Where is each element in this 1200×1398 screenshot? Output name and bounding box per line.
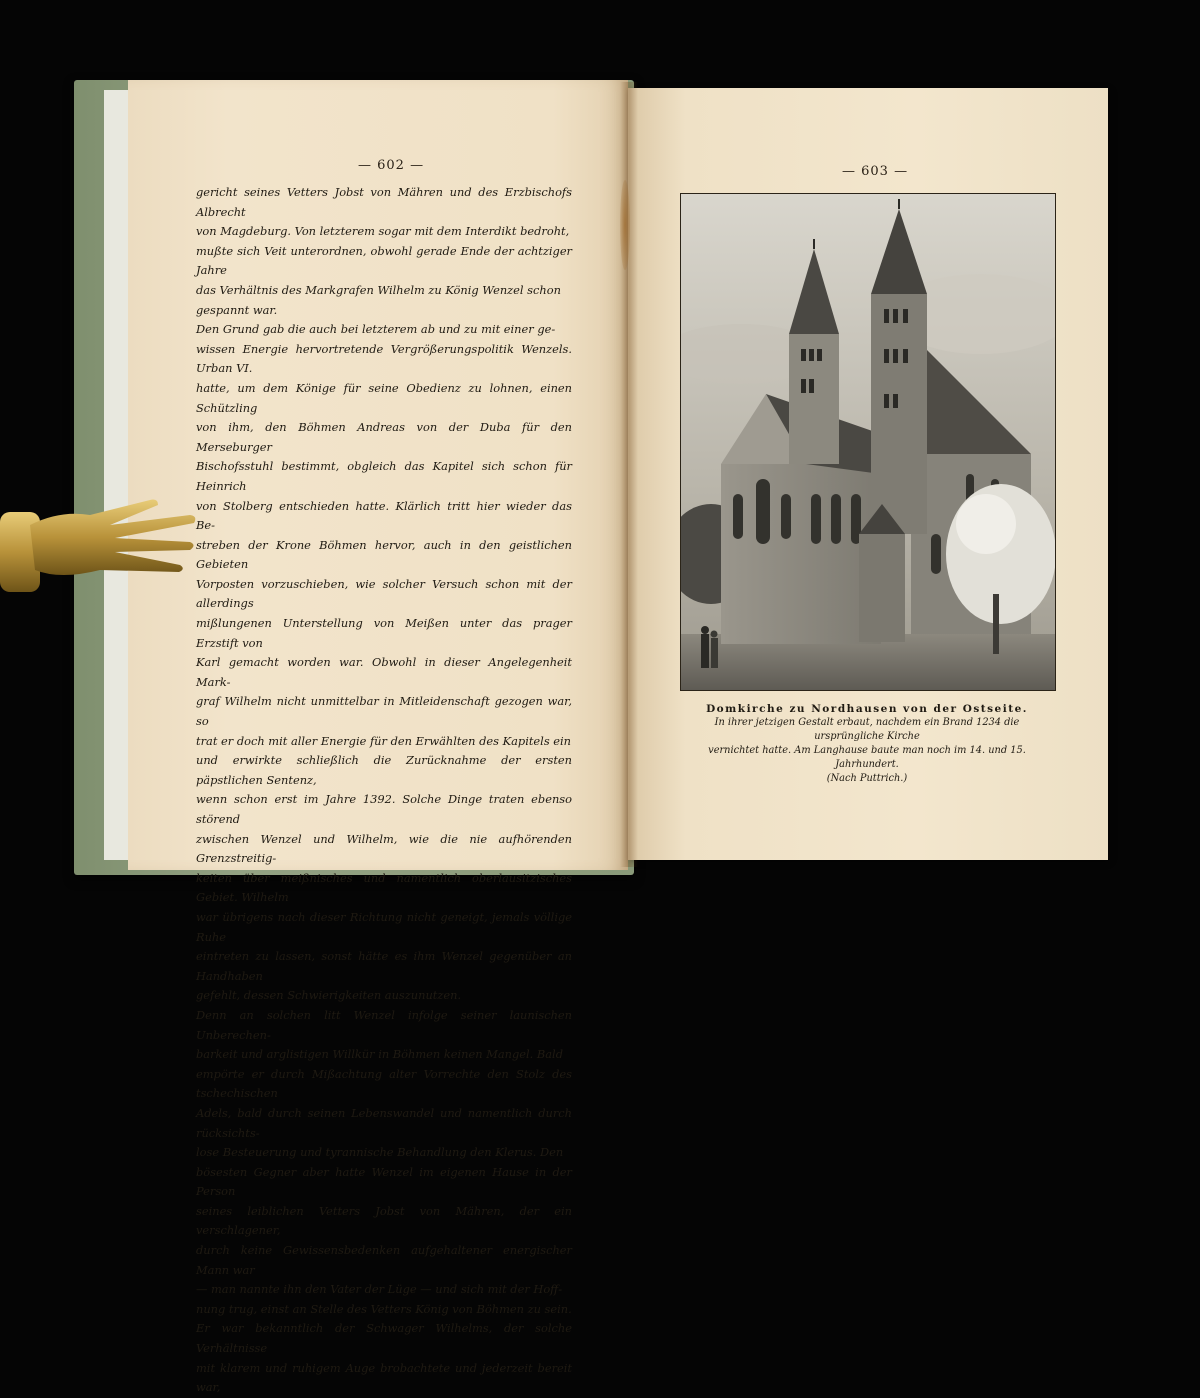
text-line: gericht seines Vetters Jobst von Mähren und des Erzbischofs Albrecht (196, 185, 572, 219)
text-line: das Verhältnis des Markgrafen Wilhelm zu König Wenzel schon (196, 282, 561, 297)
left-page-text (196, 183, 572, 1398)
text-line: seines leiblichen Vetters Jobst von Mähren, der ein verschlagener, (196, 1203, 572, 1238)
text-line: bösesten Gegner aber hatte Wenzel im eigenen Hause in der Person (196, 1164, 572, 1199)
text-line: von Magdeburg. Von letzterem sogar mit dem Interdikt bedroht, (196, 224, 570, 239)
text-line: war übrigens nach dieser Richtung nicht geneigt, jemals völlige Ruhe (196, 909, 572, 944)
text-line: von ihm, den Böhmen Andreas von der Duba für den Merseburger (196, 420, 572, 454)
text-line: lose Besteuerung und tyrannische Behandlung den Klerus. Den (196, 1145, 564, 1160)
text-line: zwischen Wenzel und Wilhelm, wie die nie aufhörenden Grenzstreitig- (196, 831, 572, 866)
text-line: Adels, bald durch seinen Lebenswandel und namentlich durch rücksichts- (196, 1105, 572, 1140)
text-line: wenn schon erst im Jahre 1392. Solche Dinge traten ebenso störend (196, 792, 572, 826)
text-line: durch keine Gewissensbedenken aufgehaltener energischer Mann war (196, 1243, 572, 1277)
text-line: Er war bekanntlich der Schwager Wilhelms, der solche Verhältnisse (196, 1321, 572, 1356)
text-line: mit klarem und ruhigem Auge brobachtete und jederzeit bereit war, (196, 1360, 572, 1395)
text-line: Den Grund gab die auch bei letzterem ab und zu mit einer ge- (196, 322, 556, 337)
text-line: mißlungenen Unterstellung von Meißen unter das prager Erzstift von (196, 616, 572, 650)
right-page-number: — 603 — (842, 164, 909, 179)
text-line: keiten über meißnisches und namentlich oberlausitzisches Gebiet. Wilhelm (196, 870, 572, 905)
text-line: barkeit und arglistigen Willkür in Böhmen keinen Mangel. Bald (196, 1047, 563, 1062)
page-stain (620, 180, 630, 270)
church-illustration (680, 193, 1056, 691)
text-line: streben der Krone Böhmen hervor, auch in den geistlichen Gebieten (196, 537, 572, 572)
text-line: graf Wilhelm nicht unmittelbar in Mitleidenschaft gezogen war, so (196, 694, 572, 729)
text-line: Bischofsstuhl bestimmt, obgleich das Kapitel sich schon für Heinrich (196, 459, 572, 493)
brass-hand-page-holder (0, 470, 200, 600)
caption-title: Domkirche zu Nordhausen von der Ostseite. (706, 703, 1028, 715)
text-line: hatte, um dem Könige für seine Obedienz zu lohnen, einen Schützling (196, 380, 572, 415)
text-line: Denn an solchen litt Wenzel infolge seiner launischen Unberechen- (196, 1007, 572, 1042)
caption-line-1: In ihrer jetzigen Gestalt erbaut, nachdem ein Brand 1234 die ursprüngliche Kirche (714, 717, 1020, 742)
text-line: wissen Energie hervortretende Vergrößerungspolitik Wenzels. Urban VI. (196, 341, 572, 376)
text-line: — man nannte ihn den Vater der Lüge — und sich mit der Hoff- (196, 1282, 563, 1297)
text-line: mußte sich Veit unterordnen, obwohl gerade Ende der achtziger Jahre (196, 243, 572, 278)
text-line: Karl gemacht worden war. Obwohl in dieser Angelegenheit Mark- (196, 655, 572, 689)
text-line: gespannt war. (196, 302, 278, 317)
text-line: eintreten zu lassen, sonst hätte es ihm Wenzel gegenüber an Handhaben (196, 949, 572, 983)
text-line: nung trug, einst an Stelle des Vetters König von Böhmen zu sein. (196, 1301, 572, 1316)
text-line: trat er doch mit aller Energie für den Erwählten des Kapitels ein (196, 733, 572, 748)
caption-line-2: vernichtet hatte. Am Langhause baute man noch im 14. und 15. Jahrhundert. (708, 745, 1026, 770)
text-line: von Stolberg entschieden hatte. Klärlich tritt hier wieder das Be- (196, 498, 572, 533)
caption-line-3: (Nach Puttrich.) (826, 773, 908, 784)
text-line: und erwirkte schließlich die Zurücknahme der ersten päpstlichen Sentenz, (196, 753, 572, 787)
text-line: Vorposten vorzuschieben, wie solcher Versuch schon mit der allerdings (196, 576, 572, 611)
left-page-number: — 602 — (358, 158, 425, 173)
illustration-caption (680, 702, 1054, 786)
text-line: gefehlt, dessen Schwierigkeiten auszunutzen. (196, 988, 462, 1003)
text-line: empörte er durch Mißachtung alter Vorrechte den Stolz des tschechischen (196, 1066, 572, 1101)
